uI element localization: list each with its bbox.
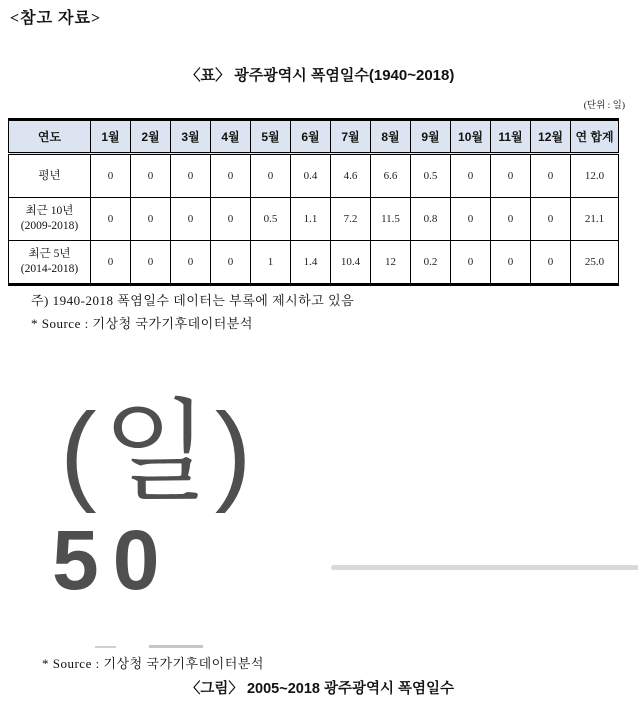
figure-partial-tick-mark [95,646,116,648]
cell: 0 [211,198,251,241]
cell: 0.4 [291,154,331,198]
cell: 0 [131,154,171,198]
row-label [9,198,91,241]
cell: 0 [91,241,131,285]
cell: 0.5 [411,154,451,198]
cell: 0 [91,154,131,198]
table-row-normal [9,154,619,198]
col-header-month: 5월 [251,120,291,154]
col-header-month: 7월 [331,120,371,154]
cell: 1.4 [291,241,331,285]
cell: 0 [531,198,571,241]
table-source: * Source : 기상청 국가기후데이터분석 [31,316,253,331]
col-header-annual-total: 연 합계 [571,120,619,154]
col-header-month: 3월 [171,120,211,154]
cell: 4.6 [331,154,371,198]
cell: 0 [491,198,531,241]
col-header-month: 12월 [531,120,571,154]
row-label-main: 최근 5년 [28,248,71,261]
cell: 0 [251,154,291,198]
cell: 0 [131,241,171,285]
table-row-recent-5y [9,241,619,285]
col-header-month: 2월 [131,120,171,154]
cell-annual-total: 25.0 [571,241,619,285]
cell: 0 [131,198,171,241]
cell: 6.6 [371,154,411,198]
figure-source: * Source : 기상청 국가기후데이터분석 [42,656,264,671]
col-header-year: 연도 [9,120,91,154]
cell: 0.2 [411,241,451,285]
cell: 0 [91,198,131,241]
cell: 0 [211,241,251,285]
col-header-month: 8월 [371,120,411,154]
cell: 0 [171,241,211,285]
col-header-month: 10월 [451,120,491,154]
cell: 0 [451,198,491,241]
col-header-month: 6월 [291,120,331,154]
row-label-main: 평년 [38,169,61,182]
figure-partial-tick-mark [149,645,203,648]
cell: 10.4 [331,241,371,285]
cell: 12 [371,241,411,285]
table-row-recent-10y [9,198,619,241]
cell-annual-total: 21.1 [571,198,619,241]
figure-y-tick-label: 50 [52,513,174,607]
table-title: 〈표〉 광주광역시 폭염일수(1940~2018) [185,67,455,84]
table-header-row [9,120,619,154]
heatwave-days-table [8,118,619,286]
cell: 7.2 [331,198,371,241]
cell: 0 [451,154,491,198]
cell: 0 [531,241,571,285]
cell: 0 [491,154,531,198]
row-label-sub: (2009-2018) [20,220,79,232]
col-header-month: 1월 [91,120,131,154]
figure-axis-unit-label: (일) [60,391,258,514]
row-label [9,154,91,198]
cell: 0 [491,241,531,285]
cell: 0 [531,154,571,198]
col-header-month: 9월 [411,120,451,154]
unit-note: (단위 : 일) [583,101,625,111]
cell: 0 [171,198,211,241]
cell: 11.5 [371,198,411,241]
cell: 0.8 [411,198,451,241]
row-label-sub: (2014-2018) [20,263,79,275]
cell: 0 [171,154,211,198]
table-footnote: 주) 1940-2018 폭염일수 데이터는 부록에 제시하고 있음 [31,293,355,308]
cell: 1 [251,241,291,285]
cell: 0.5 [251,198,291,241]
cell: 0 [211,154,251,198]
row-label [9,241,91,285]
figure-caption: 〈그림〉 2005~2018 광주광역시 폭염일수 [185,681,455,697]
cell-annual-total: 12.0 [571,154,619,198]
figure-gridline [331,565,638,570]
cell: 0 [451,241,491,285]
page-title: <참고 자료> [10,10,102,27]
col-header-month: 11월 [491,120,531,154]
col-header-month: 4월 [211,120,251,154]
cell: 1.1 [291,198,331,241]
row-label-main: 최근 10년 [25,205,74,218]
